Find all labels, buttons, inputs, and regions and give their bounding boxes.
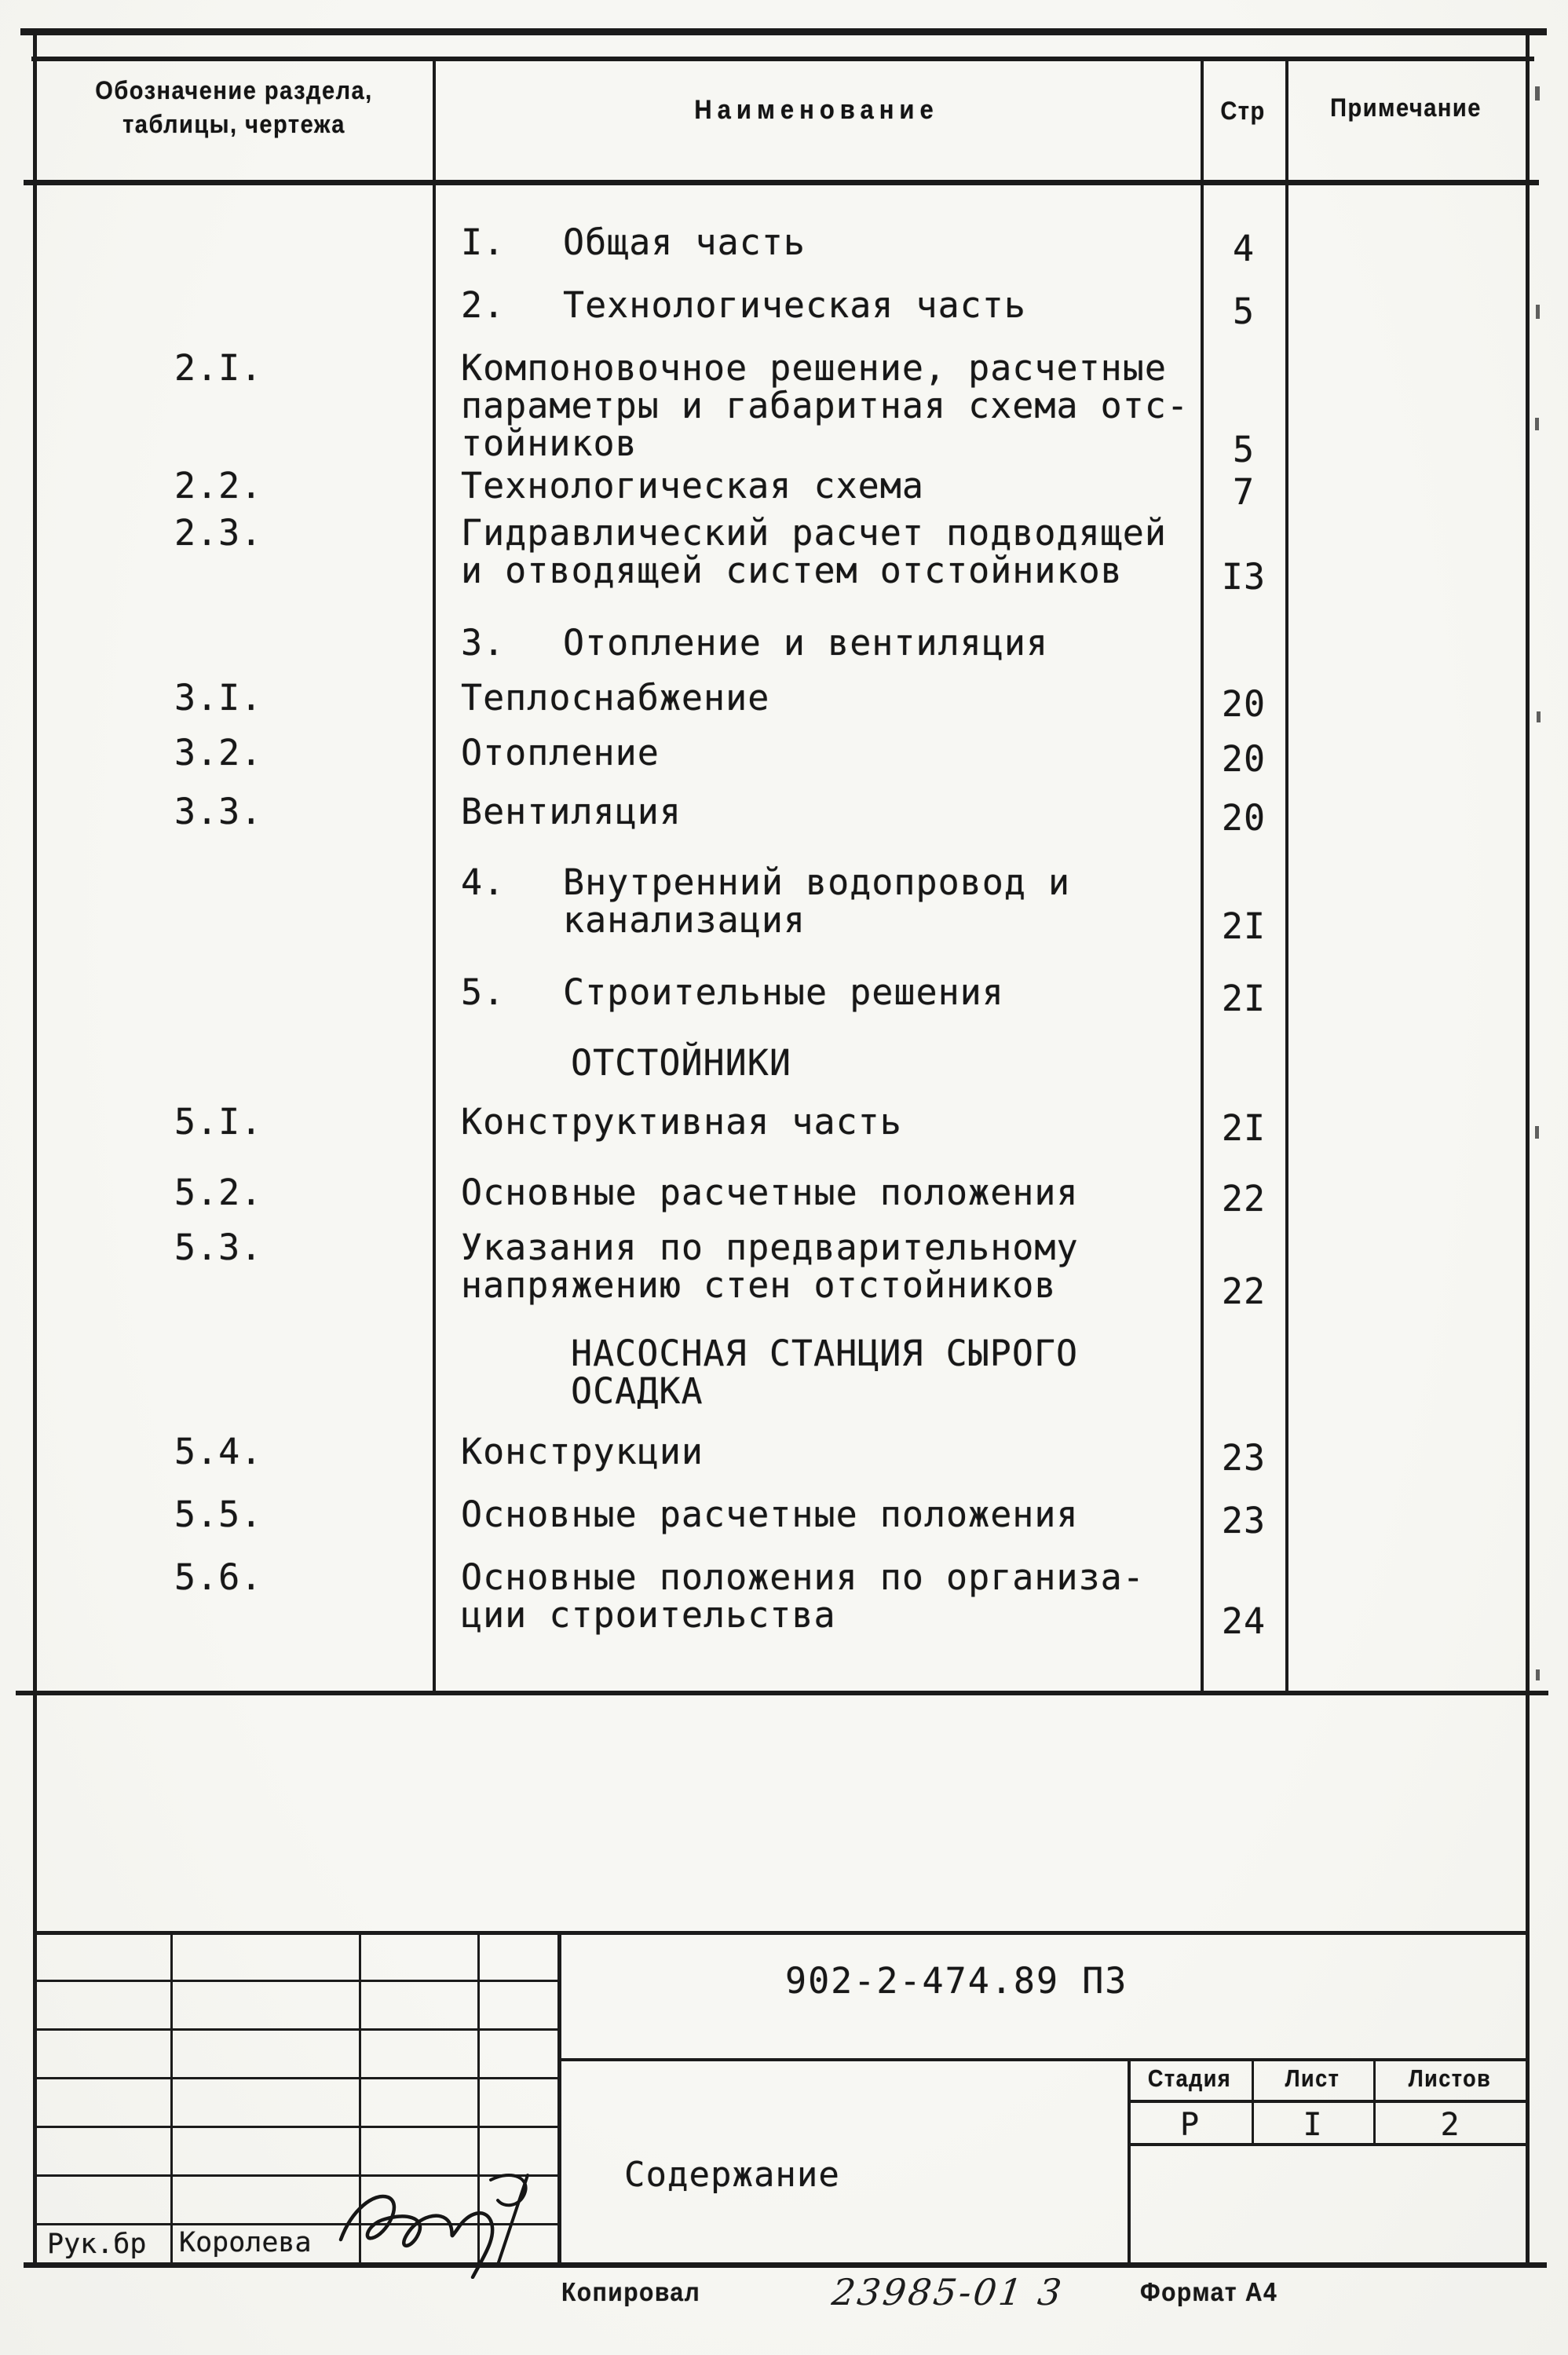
- toc-row-code: [35, 1335, 433, 1410]
- copied-label: Копировал: [561, 2277, 701, 2307]
- sheet-label: Лист: [1285, 2065, 1340, 2092]
- toc-section-title-text: Отопление и вентиляция: [563, 622, 1049, 664]
- scan-artifact: [1535, 86, 1540, 101]
- toc-row-title-line: [461, 861, 1201, 903]
- toc-row: [35, 861, 1529, 947]
- toc-row-title: [433, 467, 1201, 505]
- doc-number: 902-2-474.89 ПЗ: [785, 1960, 1128, 2002]
- toc-row: [35, 512, 1529, 598]
- toc-row: [35, 1101, 1529, 1149]
- toc-row: [35, 791, 1529, 839]
- toc-row-code: 5.5.: [174, 1494, 263, 1535]
- toc-row-code: 3.3.: [174, 791, 263, 832]
- handwritten-order-code: 23985-01 3: [829, 2271, 1066, 2313]
- stage-label: Стадия: [1147, 2065, 1232, 2092]
- toc-row-code: 2.2.: [174, 465, 263, 506]
- format-label: Формат А4: [1140, 2277, 1278, 2307]
- signature-grid-hline: [33, 1980, 560, 1982]
- toc-row: [35, 1494, 1529, 1541]
- toc-section-title-text: Внутренний водопровод и: [563, 861, 1071, 903]
- toc-row-title: [433, 861, 1201, 941]
- toc-section-number: 5.: [461, 971, 506, 1013]
- toc-row-title-line: Основные расчетные положения: [461, 1494, 1079, 1535]
- toc-row-code: [35, 864, 433, 939]
- stage-table-hline: [1128, 2143, 1530, 2146]
- toc-row-title: [433, 1229, 1201, 1304]
- toc-row: [35, 732, 1529, 780]
- header-note: Примечание: [1330, 94, 1482, 123]
- toc-row-code: 5.3.: [174, 1227, 263, 1268]
- toc-row-title-line: НАСОСНАЯ СТАНЦИЯ СЫРОГО: [571, 1333, 1079, 1374]
- table-top-rule: [31, 57, 1534, 61]
- signature-grid-hline: [33, 2126, 560, 2128]
- sheets-value: 2: [1440, 2107, 1460, 2143]
- toc-row-page: 2I: [1221, 978, 1266, 1019]
- toc-row-title: [433, 1174, 1201, 1212]
- toc-row: [35, 284, 1529, 332]
- toc-row-code: 5.6.: [174, 1556, 263, 1598]
- scan-artifact: [1535, 418, 1539, 430]
- toc-row: [35, 1556, 1529, 1642]
- toc-row-page: 23: [1221, 1437, 1266, 1479]
- toc-row-code: 5.I.: [174, 1101, 263, 1143]
- toc-row-title: [433, 349, 1201, 463]
- signature-grid-hline: [33, 2077, 560, 2079]
- toc-group-heading: [433, 1335, 1201, 1410]
- signature-name: Королева: [179, 2227, 312, 2258]
- toc-row-title-line: Конструктивная часть: [461, 1101, 902, 1143]
- toc-row-title-line: Отопление: [461, 732, 660, 773]
- toc-row-page: 20: [1221, 797, 1266, 839]
- header-name: Наименование: [694, 93, 939, 126]
- toc-row-title-line: Основные положения по организа-: [461, 1556, 1145, 1598]
- signature-role: Рук.бр: [47, 2229, 147, 2260]
- toc-row-code: [35, 1044, 433, 1082]
- toc-row-page: 22: [1221, 1178, 1266, 1220]
- toc-row: [35, 624, 1529, 662]
- toc-row: [35, 1335, 1529, 1410]
- toc-row-page: I3: [1221, 556, 1266, 598]
- toc-row-code: 5.4.: [174, 1431, 263, 1472]
- toc-row-title-line: тойников: [461, 422, 638, 464]
- header-page: Стр: [1220, 97, 1266, 126]
- toc-row-title-line: Компоновочное решение, расчетные: [461, 347, 1167, 389]
- toc-row-code: 3.2.: [174, 732, 263, 773]
- toc-body: [35, 185, 1529, 1642]
- toc-row-title: [433, 1103, 1201, 1141]
- toc-row-title-line: ции строительства: [461, 1594, 836, 1636]
- toc-group-heading: [433, 1044, 1201, 1082]
- toc-row: [35, 677, 1529, 725]
- toc-section-number: 4.: [461, 861, 506, 903]
- toc-row-title: [433, 624, 1201, 662]
- toc-row-code: 3.I.: [174, 677, 263, 719]
- toc-row-title: [433, 679, 1201, 717]
- toc-row-title-line: [461, 624, 1201, 662]
- toc-row-title-line: Указания по предварительному: [461, 1227, 1079, 1268]
- toc-row-title-line: [461, 284, 1201, 326]
- toc-row-title-line: Вентиляция: [461, 791, 682, 832]
- toc-section-title-text: Строительные решения: [563, 971, 1004, 1013]
- toc-row: [35, 465, 1529, 513]
- toc-row-title-line: и отводящей систем отстойников: [461, 550, 1123, 591]
- toc-row-title: [433, 1556, 1201, 1636]
- toc-row: [35, 971, 1529, 1019]
- toc-row: [35, 1044, 1529, 1082]
- header-designation-line2: таблицы, чертежа: [122, 111, 345, 139]
- toc-row-code: [35, 224, 433, 261]
- toc-row-title: [433, 1496, 1201, 1534]
- toc-row-title-line: [461, 971, 1201, 1013]
- doc-title: Содержание: [624, 2155, 840, 2195]
- scan-artifact: [1536, 1669, 1540, 1680]
- stage-table-hline: [1128, 2100, 1530, 2103]
- scan-artifact: [1535, 1126, 1539, 1139]
- signature-grid-hline: [33, 2028, 560, 2031]
- scan-artifact: [1536, 305, 1540, 319]
- toc-row-page: 7: [1232, 471, 1255, 513]
- toc-section-number: 3.: [461, 622, 506, 664]
- toc-row-page: 23: [1221, 1500, 1266, 1541]
- toc-row: [35, 221, 1529, 269]
- toc-row-code: [35, 624, 433, 662]
- toc-section-number: 2.: [461, 284, 506, 326]
- handwritten-signature: [330, 2161, 589, 2279]
- titleblock-bottom-rule: [24, 2262, 1547, 2268]
- toc-row-title: [433, 793, 1201, 831]
- toc-row-code: [35, 287, 433, 324]
- sheet-value: I: [1303, 2107, 1322, 2143]
- toc-row-title-line: параметры и габаритная схема отс-: [461, 385, 1190, 426]
- table-bottom-rule: [16, 1691, 1548, 1695]
- toc-row: [35, 347, 1529, 470]
- toc-section-number: I.: [461, 221, 506, 263]
- sheets-label: Листов: [1408, 2065, 1492, 2092]
- toc-row-code: 2.3.: [174, 512, 263, 554]
- toc-row: [35, 1431, 1529, 1479]
- toc-row-page: 20: [1221, 683, 1266, 725]
- toc-row-page: 2I: [1221, 1107, 1266, 1149]
- toc-row-title-line: Конструкции: [461, 1431, 704, 1472]
- toc-row: [35, 1227, 1529, 1312]
- docnumber-bottom-rule: [557, 2058, 1530, 2061]
- toc-row-code: [35, 974, 433, 1011]
- toc-row-title: [433, 734, 1201, 772]
- toc-row-title-line: [461, 221, 1201, 263]
- toc-row-page: 5: [1232, 291, 1255, 332]
- toc-row-code: 5.2.: [174, 1172, 263, 1213]
- toc-row-page: 24: [1221, 1600, 1266, 1642]
- toc-row-page: 4: [1232, 228, 1255, 269]
- toc-row-title: [433, 284, 1201, 326]
- toc-row-title-line: канализация: [563, 899, 806, 941]
- toc-row-title-line: ОСАДКА: [571, 1370, 704, 1412]
- toc-row-page: 2I: [1221, 905, 1266, 947]
- toc-row-title-line: Гидравлический расчет подводящей: [461, 512, 1167, 554]
- toc-row-page: 20: [1221, 738, 1266, 780]
- top-outer-rule: [20, 28, 1547, 35]
- toc-row-page: 22: [1221, 1271, 1266, 1312]
- toc-row-code: 2.I.: [174, 347, 263, 389]
- toc-row-title: [433, 221, 1201, 263]
- toc-section-title-text: Общая часть: [563, 221, 806, 263]
- toc-row-title-line: ОТСТОЙНИКИ: [571, 1042, 791, 1084]
- toc-row-title: [433, 514, 1201, 590]
- stage-value: Р: [1179, 2107, 1200, 2143]
- toc-row: [35, 1172, 1529, 1220]
- toc-row-title-line: Технологическая схема: [461, 465, 924, 506]
- toc-section-title-text: Технологическая часть: [563, 284, 1026, 326]
- toc-row-title: [433, 971, 1201, 1013]
- toc-row-title: [433, 1433, 1201, 1471]
- toc-row-page: 5: [1232, 429, 1255, 470]
- header-designation-line1: Обозначение раздела,: [95, 77, 373, 105]
- scan-artifact: [1537, 711, 1541, 722]
- toc-row-title-line: напряжению стен отстойников: [461, 1264, 1057, 1306]
- titleblock-top-rule: [33, 1931, 1530, 1935]
- toc-row-title-line: Основные расчетные положения: [461, 1172, 1079, 1213]
- toc-row-title-line: Теплоснабжение: [461, 677, 770, 719]
